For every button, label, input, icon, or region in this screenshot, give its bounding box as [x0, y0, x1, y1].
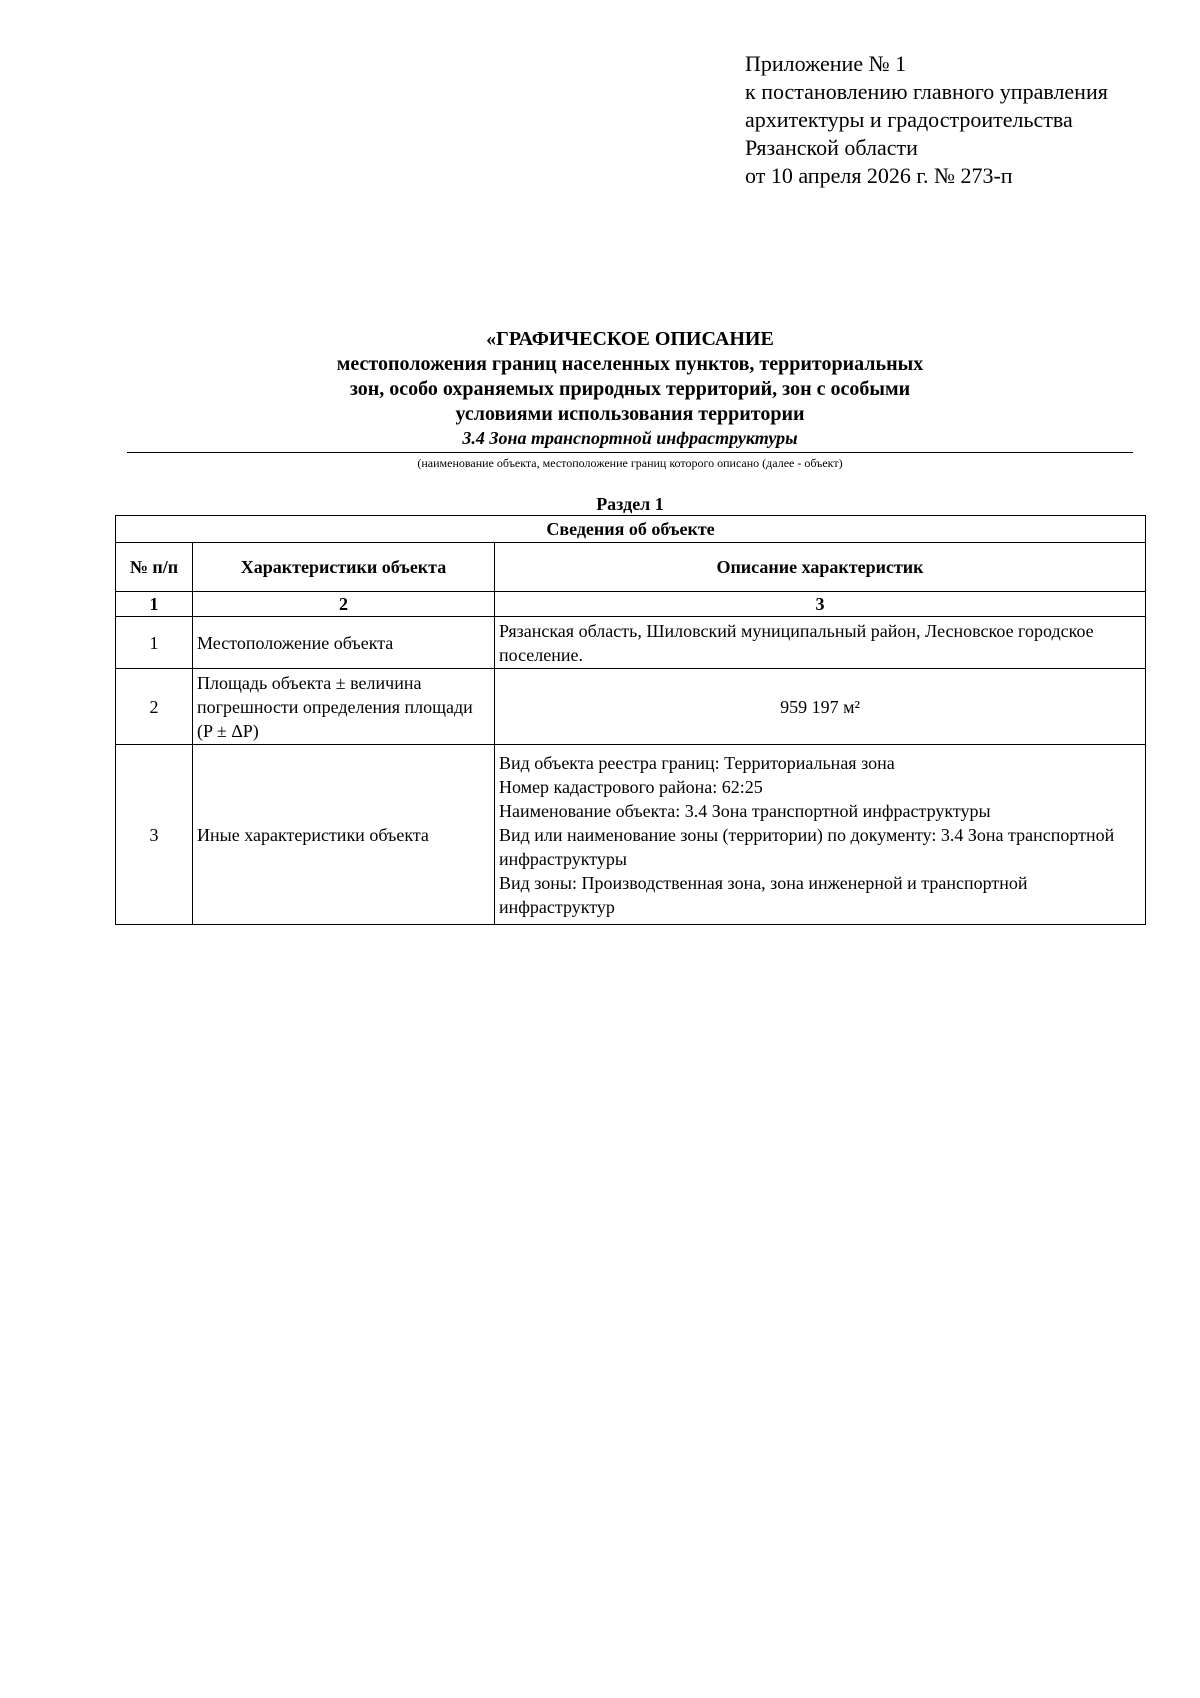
description-line: 959 197 м²	[780, 696, 860, 717]
object-info-table	[115, 515, 1146, 925]
row-characteristic: Местоположение объекта	[193, 617, 495, 669]
row-description	[495, 617, 1146, 669]
description-line: Рязанская область, Шиловский муниципальный район, Лесновское городское поселение.	[499, 620, 1094, 665]
appendix-line: Приложение № 1	[745, 51, 907, 76]
description-line: Вид зоны: Производственная зона, зона инженерной и транспортной инфраструктур	[499, 872, 1028, 917]
description-line: Наименование объекта: 3.4 Зона транспортной инфраструктуры	[499, 800, 991, 821]
title-line: «ГРАФИЧЕСКОЕ ОПИСАНИЕ	[486, 328, 774, 350]
appendix-line: к постановлению главного управления	[745, 79, 1108, 104]
row-number: 2	[116, 669, 193, 745]
object-name-rule	[127, 452, 1133, 453]
row-description	[495, 745, 1146, 925]
column-number: 1	[116, 592, 193, 617]
title-line: местоположения границ населенных пунктов, территориальных	[336, 353, 924, 375]
column-header-characteristic: Характеристики объекта	[193, 543, 495, 592]
table-caption: Сведения об объекте	[116, 516, 1146, 543]
appendix-line: архитектуры и градостроительства	[745, 107, 1073, 132]
row-number: 1	[116, 617, 193, 669]
column-header-number: № п/п	[116, 543, 193, 592]
appendix-header	[745, 50, 1185, 190]
section-title: Раздел 1	[596, 494, 664, 514]
appendix-line: от 10 апреля 2026 г. № 273-п	[745, 163, 1013, 188]
appendix-line: Рязанской области	[745, 135, 918, 160]
table-header-row	[116, 543, 1146, 592]
column-number-row	[116, 592, 1146, 617]
object-name: 3.4 Зона транспортной инфраструктуры	[462, 428, 798, 448]
table-row	[116, 617, 1146, 669]
table-caption-row	[116, 516, 1146, 543]
column-header-description: Описание характеристик	[495, 543, 1146, 592]
row-number: 3	[116, 745, 193, 925]
column-number: 3	[495, 592, 1146, 617]
row-characteristic: Иные характеристики объекта	[193, 745, 495, 925]
object-name-caption: (наименование объекта, местоположение границ которого описано (далее - объект)	[417, 456, 843, 470]
title-line: зон, особо охраняемых природных территорий, зон с особыми	[349, 378, 911, 400]
table-row	[116, 745, 1146, 925]
table-row	[116, 669, 1146, 745]
row-characteristic: Площадь объекта ± величина погрешности определения площади (P ± ΔP)	[193, 669, 495, 745]
row-description	[495, 669, 1146, 745]
title-line: условиями использования территории	[455, 403, 805, 425]
description-line: Номер кадастрового района: 62:25	[499, 776, 763, 797]
column-number: 2	[193, 592, 495, 617]
description-line: Вид или наименование зоны (территории) по документу: 3.4 Зона транспортной инфраструктуры	[499, 824, 1115, 869]
description-line: Вид объекта реестра границ: Территориальная зона	[499, 752, 895, 773]
document-title	[127, 327, 1133, 471]
